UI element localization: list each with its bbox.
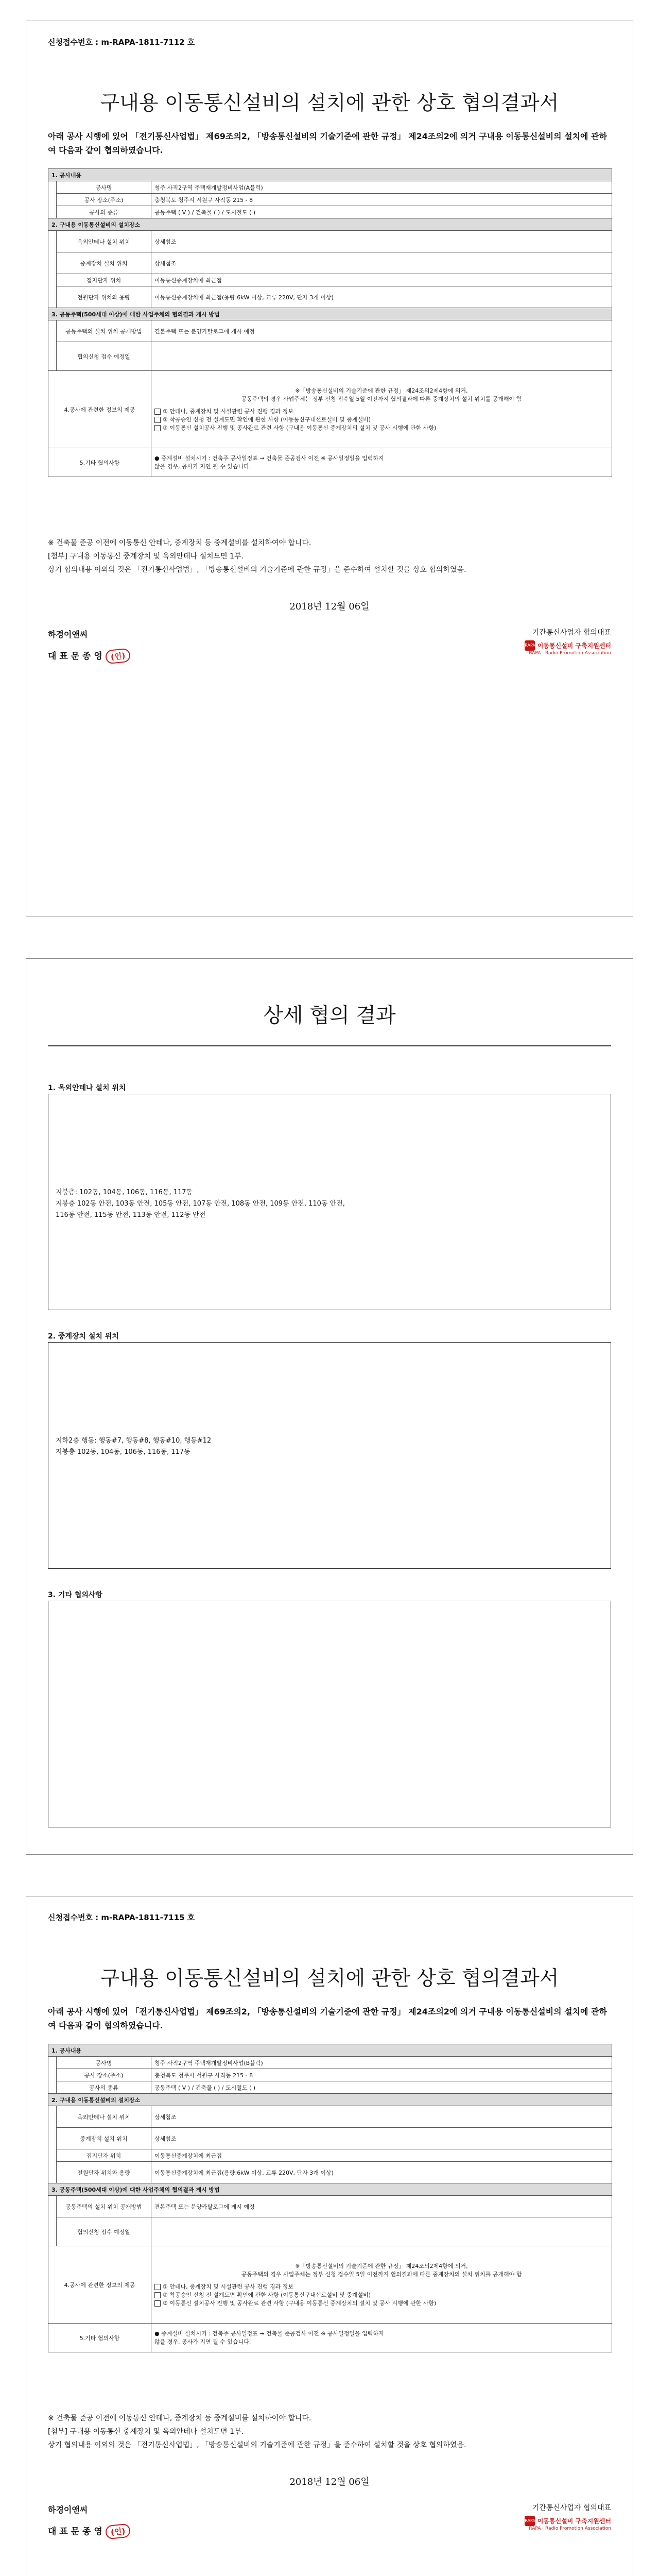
row-label: 공사 장소(주소) — [57, 2069, 151, 2081]
intro-paragraph: 아래 공사 시행에 있어 「전기통신사업법」 제69조의2, 「방송통신설비의 기술기준에 관한 규정」 제24조의2에 의거 구내용 이동통신설비의 설치에 관하여 다음과 같이 협의하였습니다. — [48, 131, 607, 155]
row-value: 충청북도 청주시 서원구 사직동 215 - 8 — [151, 194, 612, 206]
row-label: 옥외안테나 설치 위치 — [57, 2106, 151, 2128]
row-label: 4.공사에 관련한 정보의 제공 — [48, 371, 151, 448]
other-matters-box — [48, 1601, 611, 1827]
agreement-table — [48, 168, 612, 477]
info-note-line: 공동주택의 경우 사업주체는 정부 신청 접수일 5일 이전까지 협의결과에 따른 중계장치의 설치 위치를 공개해야 함 — [241, 2270, 522, 2278]
info-provision-cell — [151, 2246, 612, 2324]
info-option: ① 안테나, 중계장치 및 시설관련 공사 진행 경과 정보 — [154, 2283, 609, 2291]
row-value: 견본주택 또는 분양카탈로그에 게시 예정 — [151, 2196, 612, 2217]
agreement-date: 2018년 12월 06일 — [289, 601, 370, 612]
checkbox[interactable] — [154, 2300, 161, 2307]
row-label: 공사 장소(주소) — [57, 194, 151, 206]
agency-block: 기간통신사업자 협의대표 RAPA 이동통신설비 구축지원센터 RAPA · Radio Promotion Association — [525, 2504, 611, 2531]
info-option: ③ 이동통신 설치공사 진행 및 공사완료 관련 사항 (구내용 이동통신 중계장치의 설치 및 공사 시행에 관한 사항) — [154, 2299, 609, 2308]
row-value — [151, 342, 612, 371]
checkbox[interactable] — [154, 2284, 161, 2290]
company-name: 하경이앤씨 — [48, 630, 88, 639]
section-header: 3. 공동주택(500세대 이상)에 대한 사업주체의 협의결과 게시 방법 — [48, 308, 612, 320]
row-label: 5.기타 협의사항 — [48, 448, 151, 477]
detail-title: 상세 협의 결과 — [263, 1004, 396, 1027]
section-header: 1. 공사내용 — [48, 2044, 612, 2057]
section-header: 1. 공사내용 — [48, 169, 612, 181]
row-value: 이동통신중계장치에 최근접(용량:6kW 이상, 교류 220V, 단자 3개 이상) — [151, 286, 612, 308]
section-header: 3. 공동주택(500세대 이상)에 대한 사업주체의 협의결과 게시 방법 — [48, 2183, 612, 2196]
detail-page-1 — [26, 958, 633, 1855]
seal-stamp: (인) — [105, 648, 131, 665]
agency-name: 이동통신설비 구축지원센터 — [537, 642, 611, 650]
row-value: 이동통신중계장치에 최근접(용량:6kW 이상, 교류 220V, 단자 3개 이상) — [151, 2162, 612, 2183]
row-value: 공동주택 ( V ) / 건축물 ( ) / 도시철도 ( ) — [151, 2081, 612, 2094]
section-heading: 1. 옥외안테나 설치 위치 — [48, 1084, 126, 1092]
repeater-location-box: 지하2층 행동: 행동#7, 행동#8, 행동#10, 행동#12 지붕층 102동, 104동, 106동, 116동, 117동 — [48, 1342, 611, 1569]
antenna-location-box: 지붕층: 102동, 104동, 106동, 116동, 117동 지붕층 102동 안전, 103동 안전, 105동 안전, 107동 안전, 108동 안전, 109동 안전, 110동 안전, 116동 안전, 115동 안전, 113동 안전, 112동 안전 — [48, 1094, 611, 1310]
agency-name: 이동통신설비 구축지원센터 — [537, 2517, 611, 2525]
row-value: 상세첨조 — [151, 2106, 612, 2128]
row-label: 전원단자 위치와 용량 — [57, 2162, 151, 2183]
checkbox[interactable] — [154, 409, 161, 415]
agreement-table — [48, 2044, 612, 2352]
info-note-line: ※「방송통신설비의 기술기준에 관한 규정」 제24조의2제4항에 의거, — [295, 387, 468, 394]
agreement-page-1 — [26, 21, 633, 917]
row-label: 5.기타 협의사항 — [48, 2324, 151, 2352]
section-header: 2. 구내용 이동통신설비의 설치장소 — [48, 2094, 612, 2106]
row-value — [151, 2217, 612, 2246]
row-label: 공사의 종류 — [57, 2081, 151, 2094]
info-note-line: 공동주택의 경우 사업주체는 정부 신청 접수일 5일 이전까지 협의결과에 따른 중계장치의 설치 위치를 공개해야 함 — [241, 395, 522, 402]
row-label: 4.공사에 관련한 정보의 제공 — [48, 2246, 151, 2324]
row-value: 상세첨조 — [151, 231, 612, 252]
row-value: 이동통신중계장치에 최근접 — [151, 2149, 612, 2162]
checkbox[interactable] — [154, 425, 161, 431]
agency-block: 기간통신사업자 협의대표 RAPA 이동통신설비 구축지원센터 RAPA · Radio Promotion Association — [525, 629, 611, 656]
row-label: 공동주택의 설치 위치 공개방법 — [57, 2196, 151, 2217]
rapa-logo-icon: RAPA — [525, 2516, 535, 2526]
row-label: 공사의 종류 — [57, 206, 151, 218]
info-option: ① 안테나, 중계장치 및 시설관련 공사 진행 경과 정보 — [154, 408, 609, 416]
rapa-logo-icon: RAPA — [525, 640, 535, 651]
row-value: 충청북도 청주시 서원구 사직동 215 - 8 — [151, 2069, 612, 2081]
document-title: 구내용 이동통신설비의 설치에 관한 상호 협의결과서 — [100, 92, 559, 115]
agreement-page-2 — [26, 1896, 633, 2576]
section-header: 2. 구내용 이동통신설비의 설치장소 — [48, 218, 612, 231]
row-label: 공사명 — [57, 2057, 151, 2069]
notes-block: ※ 건축물 준공 이전에 이동통신 안테나, 중계장치 등 중계설비를 설치하여야 합니다. [첨부] 구내용 이동통신 중계장치 및 옥외안테나 설치도면 1부. 상기 협의내용 이외의 것은 「전기통신사업법」, 「방송통신설비의 기술기준에 관한 규정」을 준수하여 설치할 것을 상호 협의하였음. — [48, 2414, 466, 2449]
info-provision-cell — [151, 371, 612, 448]
row-value: 견본주택 또는 분양카탈로그에 게시 예정 — [151, 320, 612, 342]
agreement-date: 2018년 12월 06일 — [289, 2477, 370, 2487]
application-number: 신청접수번호 : m-RAPA-1811-7115 호 — [48, 1913, 195, 1922]
info-option: ② 착공승인 신청 전 설계도면 확인에 관한 사항 (이동통신구내선로설비 및 중계설비) — [154, 2291, 609, 2299]
info-option: ③ 이동통신 설치공사 진행 및 공사완료 관련 사항 (구내용 이동통신 중계장치의 설치 및 공사 시행에 관한 사항) — [154, 424, 609, 432]
application-number: 신청접수번호 : m-RAPA-1811-7112 호 — [48, 38, 195, 47]
intro-paragraph: 아래 공사 시행에 있어 「전기통신사업법」 제69조의2, 「방송통신설비의 기술기준에 관한 규정」 제24조의2에 의거 구내용 이동통신설비의 설치에 관하여 다음과 같이 협의하였습니다. — [48, 2007, 607, 2030]
document-title: 구내용 이동통신설비의 설치에 관한 상호 협의결과서 — [100, 1967, 559, 1990]
other-matters-cell: ● 중계설비 설치시기 : 건축주 공사일정표 → 건축물 준공검사 이전 ※ 공사일정일을 입력하지 않을 경우, 공사가 지연 될 수 있습니다. — [151, 448, 612, 477]
info-note-line: ※「방송통신설비의 기술기준에 관한 규정」 제24조의2제4항에 의거, — [295, 2262, 468, 2269]
row-label: 중계장치 설치 위치 — [57, 252, 151, 274]
row-label: 옥외안테나 설치 위치 — [57, 231, 151, 252]
notes-block: ※ 건축물 준공 이전에 이동통신 안테나, 중계장치 등 중계설비를 설치하여야 합니다. [첨부] 구내용 이동통신 중계장치 및 옥외안테나 설치도면 1부. 상기 협의내용 이외의 것은 「전기통신사업법」, 「방송통신설비의 기술기준에 관한 규정」을 준수하여 설치할 것을 상호 협의하였음. — [48, 539, 466, 574]
row-label: 접지단자 위치 — [57, 274, 151, 286]
info-option: ② 착공승인 신청 전 설계도면 확인에 관한 사항 (이동통신구내선로설비 및 중계설비) — [154, 416, 609, 424]
title-divider — [48, 1045, 611, 1046]
row-value: 상세첨조 — [151, 252, 612, 274]
row-label: 협의신청 접수 예정일 — [57, 342, 151, 371]
company-name: 하경이앤씨 — [48, 2505, 88, 2515]
row-label: 협의신청 접수 예정일 — [57, 2217, 151, 2246]
section-heading: 2. 중계장치 설치 위치 — [48, 1332, 119, 1341]
representative: 대 표 문 종 영 (인) — [48, 2524, 130, 2538]
seal-stamp: (인) — [105, 2523, 131, 2540]
row-label: 공동주택의 설치 위치 공개방법 — [57, 320, 151, 342]
row-value: 상세첨조 — [151, 2128, 612, 2149]
row-value: 청주 사직2구역 주택재개발정비사업(A블럭) — [151, 181, 612, 194]
row-label: 공사명 — [57, 181, 151, 194]
row-value: 공동주택 ( V ) / 건축물 ( ) / 도시철도 ( ) — [151, 206, 612, 218]
row-label: 접지단자 위치 — [57, 2149, 151, 2162]
checkbox[interactable] — [154, 2292, 161, 2298]
row-value: 이동통신중계장치에 최근접 — [151, 274, 612, 286]
row-label: 전원단자 위치와 용량 — [57, 286, 151, 308]
section-heading: 3. 기타 협의사항 — [48, 1591, 102, 1599]
checkbox[interactable] — [154, 417, 161, 423]
other-matters-cell: ● 중계설비 설치시기 : 건축주 공사일정표 → 건축물 준공검사 이전 ※ 공사일정일을 입력하지 않을 경우, 공사가 지연 될 수 있습니다. — [151, 2324, 612, 2352]
row-value: 청주 사직2구역 주택재개발정비사업(B블럭) — [151, 2057, 612, 2069]
row-label: 중계장치 설치 위치 — [57, 2128, 151, 2149]
representative: 대 표 문 종 영 (인) — [48, 649, 130, 663]
